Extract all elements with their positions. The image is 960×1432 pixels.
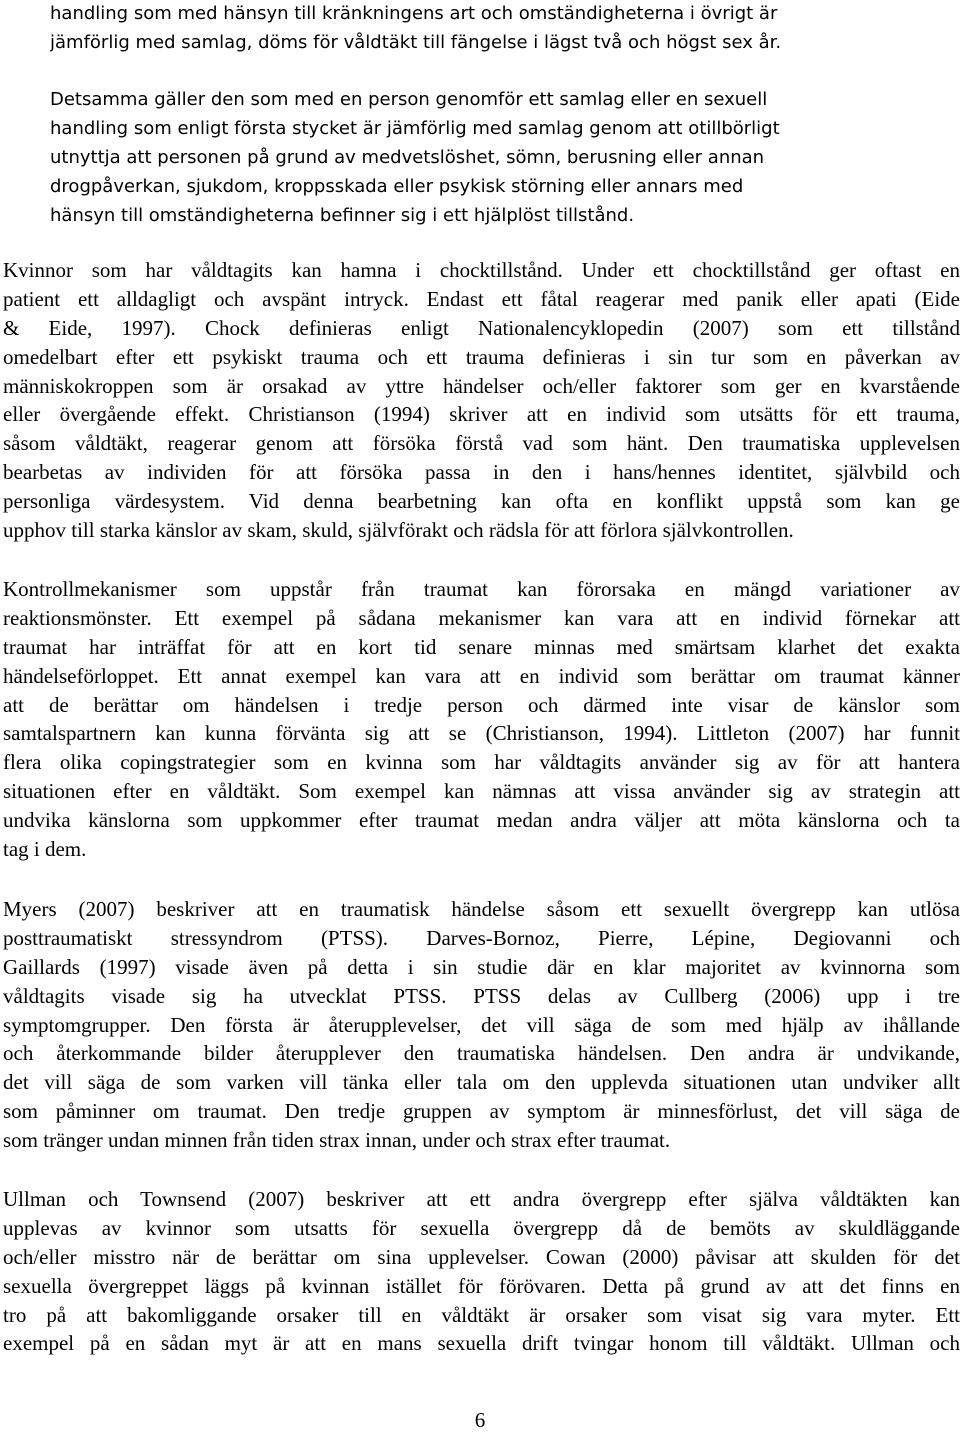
- page-number: 6: [474, 1408, 486, 1432]
- text-line: tag i dem.: [3, 837, 87, 862]
- text-line: reaktionsmönster. Ett exempel på sådana mekanismer kan vara att en individ förnekar att: [3, 605, 960, 630]
- text-line: människokroppen som är orsakad av yttre händelser och/eller faktorer som ger en kvarstående: [3, 373, 960, 398]
- text-line: våldtagits visade sig ha utvecklat PTSS. PTSS delas av Cullberg (2006) upp i tre: [3, 983, 960, 1008]
- text-line: tro på att bakomliggande orsaker till en våldtäkt är orsaker som visat sig vara myter. Ett: [3, 1302, 960, 1327]
- text-line: händelseförloppet. Ett annat exempel kan vara att en individ som berättar om traumat känner: [3, 663, 960, 688]
- law-quote-line: handling som med hänsyn till kränkningens art och omständigheterna i övrigt är: [50, 3, 778, 24]
- text-line: traumat har inträffat för att en kort tid senare minnas med smärtsam klarhet det exakta: [3, 634, 960, 659]
- text-line: flera olika copingstrategier som en kvinna som har våldtagits använder sig av för att hantera: [3, 750, 960, 775]
- law-quote-line: hänsyn till omständigheterna befinner sig i ett hjälplöst tillstånd.: [50, 205, 635, 226]
- text-line: exempel på en sådan myt är att en mans sexuella drift tvingar honom till våldtäkt. Ullman och: [3, 1331, 960, 1356]
- text-line: symptomgrupper. Den första är återupplevelser, det vill säga de som med hjälp av ihållande: [3, 1012, 960, 1037]
- text-line: patient ett alldagligt och avspänt intryck. Endast ett fåtal reagerar med panik eller apati (Eide: [3, 286, 960, 311]
- text-line: Gaillards (1997) visade även på detta i sin studie där en klar majoritet av kvinnorna som: [3, 954, 960, 979]
- law-quote-line: drogpåverkan, sjukdom, kroppsskada eller psykisk störning eller annars med: [50, 176, 744, 197]
- text-line: sexuella övergreppet läggs på kvinnan istället för förövaren. Detta på grund av att det finns en: [3, 1273, 960, 1298]
- text-line: situationen efter en våldtäkt. Som exempel kan nämnas att vissa använder sig av strategin att: [3, 779, 960, 804]
- text-line: posttraumatiskt stressyndrom (PTSS). Darves-Bornoz, Pierre, Lépine, Degiovanni och: [3, 925, 960, 950]
- text-line: såsom våldtäkt, reagerar genom att försöka förstå vad som hänt. Den traumatiska upplevelsen: [3, 431, 960, 456]
- text-line: undvika känslorna som uppkommer efter traumat medan andra väljer att möta känslorna och ta: [3, 808, 960, 833]
- paragraph-ptss: [3, 895, 960, 1155]
- paragraph-kontrollmekanismer: [3, 575, 960, 864]
- law-quote-line: utnyttja att personen på grund av medvetslöshet, sömn, berusning eller annan: [50, 147, 765, 168]
- text-line: och återkommande bilder återupplever den traumatiska händelsen. Den andra är undvikande,: [3, 1041, 960, 1066]
- text-line: upphov till starka känslor av skam, skuld, självförakt och rädsla för att förlora självkontrollen.: [3, 518, 794, 543]
- text-line: eller övergående effekt. Christianson (1994) skriver att en individ som utsätts för ett trauma,: [3, 402, 960, 427]
- text-line: omedelbart efter ett psykiskt trauma och ett trauma definieras i sin tur som en påverkan av: [3, 344, 960, 369]
- text-line: det vill säga de som varken vill tänka eller tala om den upplevda situationen utan undviker allt: [3, 1070, 960, 1095]
- law-quote-line: Detsamma gäller den som med en person genomför ett samlag eller en sexuell: [50, 89, 768, 110]
- text-line: Ullman och Townsend (2007) beskriver att ett andra övergrepp efter själva våldtäkten kan: [3, 1187, 960, 1211]
- paragraph-chock: [3, 256, 960, 545]
- text-line: att de berättar om händelsen i tredje person och därmed inte visar de känslor som: [3, 692, 960, 717]
- text-line: som påminner om traumat. Den tredje gruppen av symptom är minnesförlust, det vill säga de: [3, 1099, 960, 1124]
- law-quote-paragraph: [50, 85, 882, 230]
- text-line: Kontrollmekanismer som uppstår från traumat kan förorsaka en mängd variationer av: [3, 577, 960, 601]
- text-line: som tränger undan minnen från tiden strax innan, under och strax efter traumat.: [3, 1128, 671, 1153]
- text-line: Kvinnor som har våldtagits kan hamna i chocktillstånd. Under ett chocktillstånd ger oftast en: [3, 258, 960, 282]
- text-line: Myers (2007) beskriver att en traumatisk händelse såsom ett sexuellt övergrepp kan utlösa: [3, 897, 960, 921]
- text-line: samtalspartnern kan kunna förvänta sig att se (Christianson, 1994). Littleton (2007) har funnit: [3, 721, 960, 746]
- text-line: personliga värdesystem. Vid denna bearbetning kan ofta en konflikt uppstå som kan ge: [3, 489, 960, 514]
- law-quote-line: jämförlig med samlag, döms för våldtäkt till fängelse i lägst två och högst sex år.: [50, 32, 782, 53]
- text-line: och/eller misstro när de berättar om sina upplevelser. Cowan (2000) påvisar att skulden för det: [3, 1244, 960, 1269]
- law-quote-line: handling som enligt första stycket är jämförlig med samlag genom att otillbörligt: [50, 118, 780, 139]
- paragraph-andra-overgrepp: [3, 1185, 960, 1358]
- law-quote-continued: [50, 0, 882, 57]
- text-line: bearbetas av individen för att försöka passa in den i hans/hennes identitet, självbild och: [3, 460, 960, 485]
- text-line: & Eide, 1997). Chock definieras enligt Nationalencyklopedin (2007) som ett tillstånd: [3, 315, 960, 340]
- text-line: upplevas av kvinnor som utsatts för sexuella övergrepp då de bemöts av skuldläggande: [3, 1215, 960, 1240]
